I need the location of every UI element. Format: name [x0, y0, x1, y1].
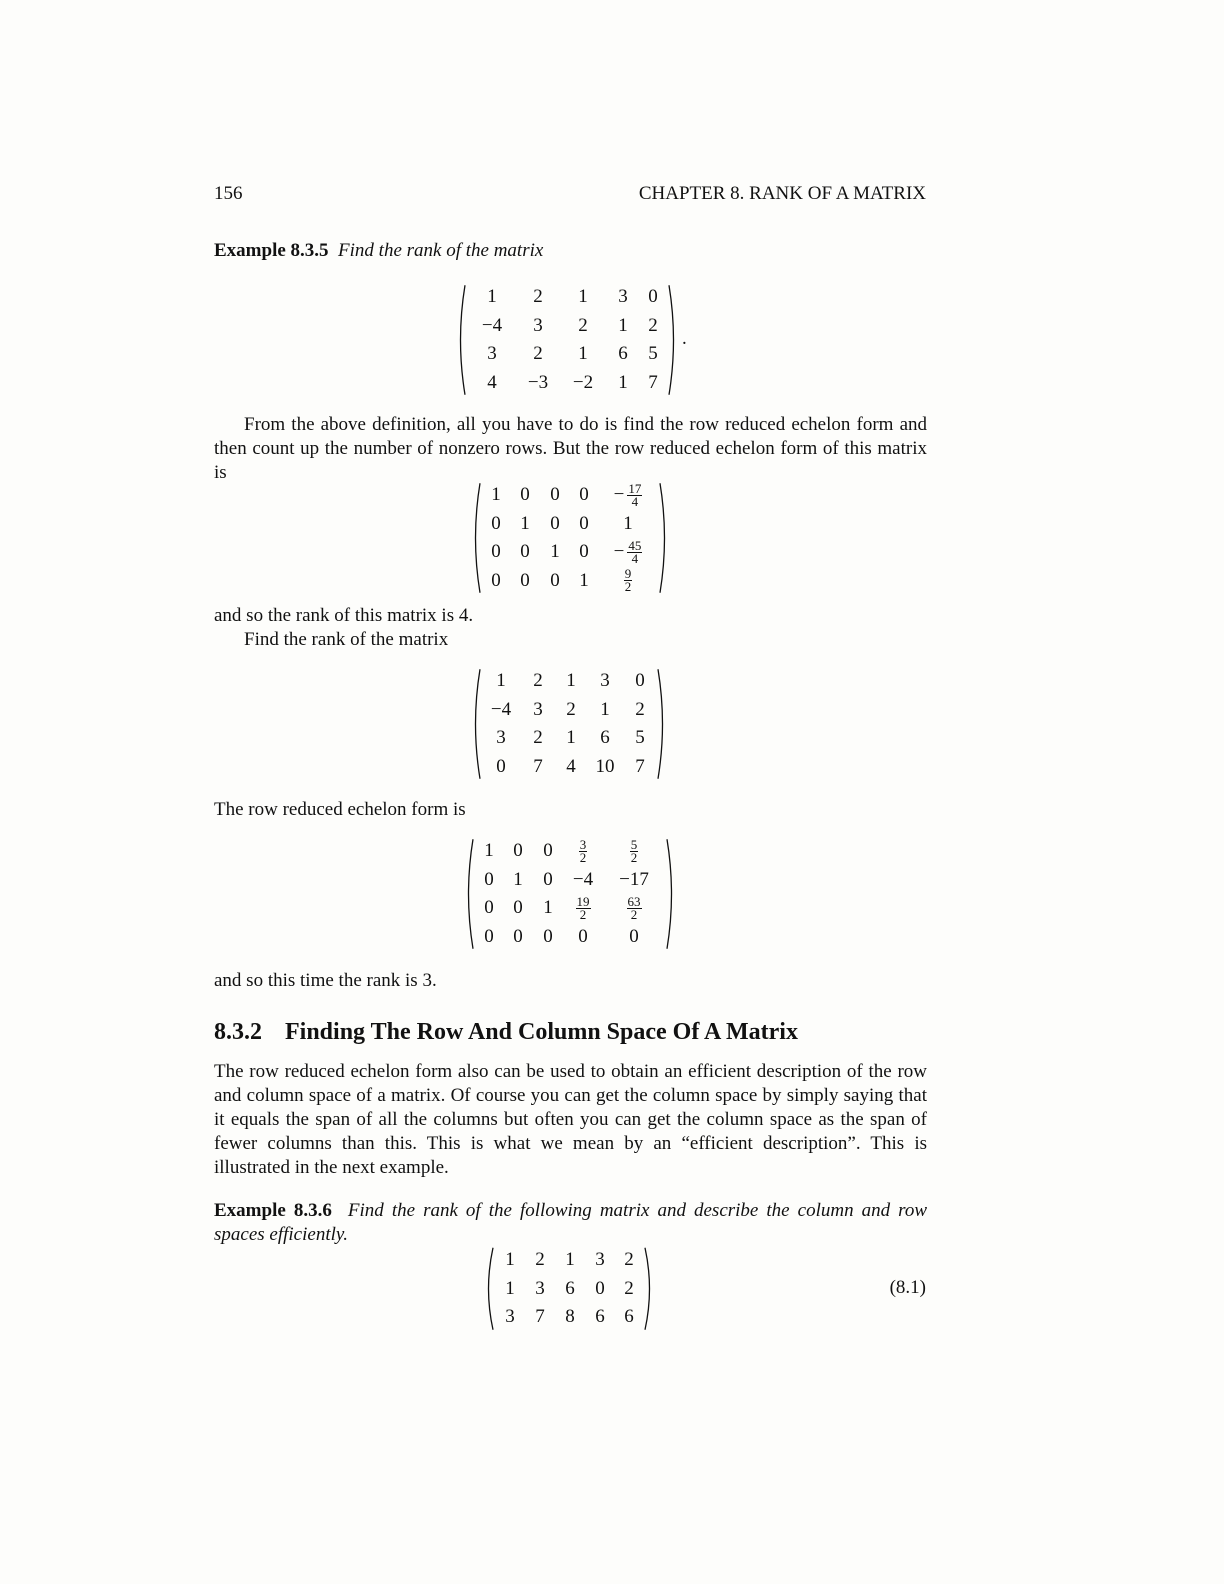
matrix-cell: 2 — [578, 314, 588, 336]
matrix-cell: 2 — [624, 1249, 634, 1270]
paragraph-rref-explanation: From the above definition, all you have to do is find the row reduced echelon form and then count up the number of nonzero rows. But the row reduced echelon form of this matrix is — [214, 414, 927, 483]
matrix-grid — [475, 837, 665, 951]
matrix-period: . — [682, 328, 687, 349]
matrix-cell: 2 — [635, 698, 645, 720]
matrix-cell: 0 — [484, 925, 494, 947]
left-paren — [463, 837, 475, 951]
matrix-cell: 1 — [623, 512, 633, 534]
matrix-cell: 1 — [566, 670, 576, 691]
matrix-cell: 1 — [600, 698, 610, 720]
rank-statement-1: and so the rank of this matrix is 4. — [214, 605, 474, 626]
example-label: Example 8.3.5 — [214, 240, 329, 261]
matrix-cell: 3 — [533, 698, 543, 720]
matrix-cell: 2 — [533, 286, 543, 307]
matrix-cell: 3 — [618, 286, 628, 307]
matrix-cell: −17 — [619, 868, 649, 890]
matrix-cell: 10 — [595, 755, 615, 777]
matrix-cell: 3 — [505, 1306, 515, 1327]
example-statement: Find the rank of the following matrix and describe the column and row spaces efficiently. — [214, 1200, 928, 1245]
matrix-2 — [470, 667, 668, 781]
right-paren — [667, 283, 679, 397]
matrix-cell: 0 — [578, 925, 588, 947]
matrix-cell: 1 — [543, 897, 553, 918]
matrix-cell: −3 — [527, 371, 549, 393]
matrix-cell: 1 — [484, 840, 494, 861]
matrix-cell: 6 — [618, 343, 628, 364]
matrix-cell: −2 — [572, 371, 594, 393]
matrix-cell: 0 — [520, 484, 530, 505]
matrix-cell: 1 — [520, 512, 530, 534]
matrix-example-836 — [483, 1246, 655, 1332]
matrix-grid — [482, 481, 658, 595]
matrix-cell: 2 — [533, 727, 543, 748]
left-paren — [455, 283, 467, 397]
matrix-cell: $\frac{19}{2}$ — [576, 893, 590, 922]
matrix-cell: 2 — [533, 670, 543, 691]
matrix-cell: 0 — [496, 755, 506, 777]
matrix-cell: 0 — [491, 512, 501, 534]
matrix-cell: − $\frac{17}{4}$ — [613, 480, 642, 509]
right-paren — [658, 481, 670, 595]
section-number: 8.3.2 — [214, 1019, 262, 1045]
example-8-3-5 — [214, 239, 543, 263]
matrix-cell: 4 — [566, 755, 576, 777]
matrix-cell: 1 — [618, 314, 628, 336]
right-paren — [643, 1246, 655, 1332]
matrix-cell: 0 — [543, 925, 553, 947]
section-paragraph: The row reduced echelon form also can be used to obtain an efficient description of the row and column space of a matrix. Of course you can get the column space by simply saying that it equals the span of all the columns but often you can get the column space as the span of fewer columns than this. This is what we mean by an “efficient description”. This is illustrated in the next example. — [214, 1061, 927, 1178]
matrix-cell: 0 — [520, 541, 530, 562]
matrix-cell: 2 — [566, 698, 576, 720]
matrix-example-835 — [455, 283, 679, 397]
matrix-cell: −4 — [572, 868, 594, 890]
matrix-cell: −4 — [481, 314, 503, 336]
matrix-cell: 0 — [520, 569, 530, 591]
matrix-cell: 0 — [484, 897, 494, 918]
matrix-cell: 0 — [550, 512, 560, 534]
matrix-cell: − $\frac{45}{4}$ — [613, 537, 642, 566]
matrix-cell: 1 — [566, 727, 576, 748]
matrix-cell: $\frac{5}{2}$ — [630, 836, 638, 865]
matrix-cell: $\frac{3}{2}$ — [579, 836, 587, 865]
matrix-cell: 3 — [600, 670, 610, 691]
matrix-cell: 0 — [543, 840, 553, 861]
matrix-cell: 0 — [484, 868, 494, 890]
rank-statement-2: and so this time the rank is 3. — [214, 970, 437, 991]
running-title: CHAPTER 8. RANK OF A MATRIX — [638, 183, 926, 204]
find-rank-prompt: Find the rank of the matrix — [244, 629, 449, 650]
matrix-cell: 5 — [635, 727, 645, 748]
example-statement: Find the rank of the matrix — [338, 240, 544, 261]
matrix-grid — [467, 283, 667, 397]
matrix-cell: 0 — [491, 541, 501, 562]
matrix-cell: 0 — [550, 569, 560, 591]
matrix-cell: 0 — [513, 925, 523, 947]
matrix-cell: 0 — [543, 868, 553, 890]
matrix-cell: 7 — [648, 371, 658, 393]
matrix-cell: 0 — [635, 670, 645, 691]
right-paren — [656, 667, 668, 781]
matrix-cell: 2 — [624, 1277, 634, 1299]
left-paren — [470, 667, 482, 781]
matrix-cell: 1 — [496, 670, 506, 691]
matrix-cell: 0 — [579, 541, 589, 562]
matrix-cell: 1 — [578, 343, 588, 364]
matrix-cell: 1 — [513, 868, 523, 890]
matrix-cell: 7 — [533, 755, 543, 777]
matrix-cell: 6 — [565, 1277, 575, 1299]
matrix-cell: 1 — [491, 484, 501, 505]
rref-label: The row reduced echelon form is — [214, 799, 466, 820]
matrix-rref-1 — [470, 481, 670, 595]
matrix-cell: 3 — [487, 343, 497, 364]
matrix-cell: 1 — [505, 1277, 515, 1299]
matrix-grid — [495, 1246, 643, 1332]
matrix-cell: 1 — [487, 286, 497, 307]
left-paren — [483, 1246, 495, 1332]
matrix-cell: 2 — [533, 343, 543, 364]
matrix-cell: 7 — [535, 1306, 545, 1327]
matrix-cell: 3 — [595, 1249, 605, 1270]
matrix-cell: 1 — [618, 371, 628, 393]
equation-number: (8.1) — [889, 1277, 926, 1298]
matrix-cell: 1 — [550, 541, 560, 562]
section-title: Finding The Row And Column Space Of A Matrix — [285, 1019, 798, 1045]
right-paren — [665, 837, 677, 951]
matrix-grid — [482, 667, 656, 781]
matrix-cell: 2 — [648, 314, 658, 336]
matrix-cell: 0 — [491, 569, 501, 591]
matrix-cell: 1 — [579, 569, 589, 591]
matrix-cell: 0 — [579, 484, 589, 505]
matrix-cell: 3 — [533, 314, 543, 336]
section-heading — [214, 1019, 798, 1046]
matrix-cell: 3 — [496, 727, 506, 748]
left-paren — [470, 481, 482, 595]
matrix-cell: 2 — [535, 1249, 545, 1270]
matrix-cell: 8 — [565, 1306, 575, 1327]
matrix-cell: 4 — [487, 371, 497, 393]
matrix-cell: −4 — [490, 698, 512, 720]
matrix-cell: 1 — [505, 1249, 515, 1270]
example-label: Example 8.3.6 — [214, 1200, 332, 1221]
matrix-cell: 0 — [579, 512, 589, 534]
matrix-cell: 0 — [550, 484, 560, 505]
matrix-rref-2 — [463, 837, 677, 951]
example-8-3-6 — [214, 1199, 927, 1247]
matrix-cell: 0 — [513, 897, 523, 918]
matrix-cell: 6 — [600, 727, 610, 748]
matrix-cell: 6 — [595, 1306, 605, 1327]
matrix-cell: 0 — [595, 1277, 605, 1299]
matrix-cell: 6 — [624, 1306, 634, 1327]
matrix-cell: 3 — [535, 1277, 545, 1299]
matrix-cell: $\frac{9}{2}$ — [624, 566, 632, 595]
matrix-cell: 0 — [513, 840, 523, 861]
matrix-cell: 5 — [648, 343, 658, 364]
matrix-cell: 1 — [565, 1249, 575, 1270]
matrix-cell: 0 — [629, 925, 639, 947]
matrix-cell: 1 — [578, 286, 588, 307]
matrix-cell: 7 — [635, 755, 645, 777]
matrix-cell: $\frac{63}{2}$ — [627, 893, 641, 922]
page-number: 156 — [214, 183, 243, 204]
matrix-cell: 0 — [648, 286, 658, 307]
